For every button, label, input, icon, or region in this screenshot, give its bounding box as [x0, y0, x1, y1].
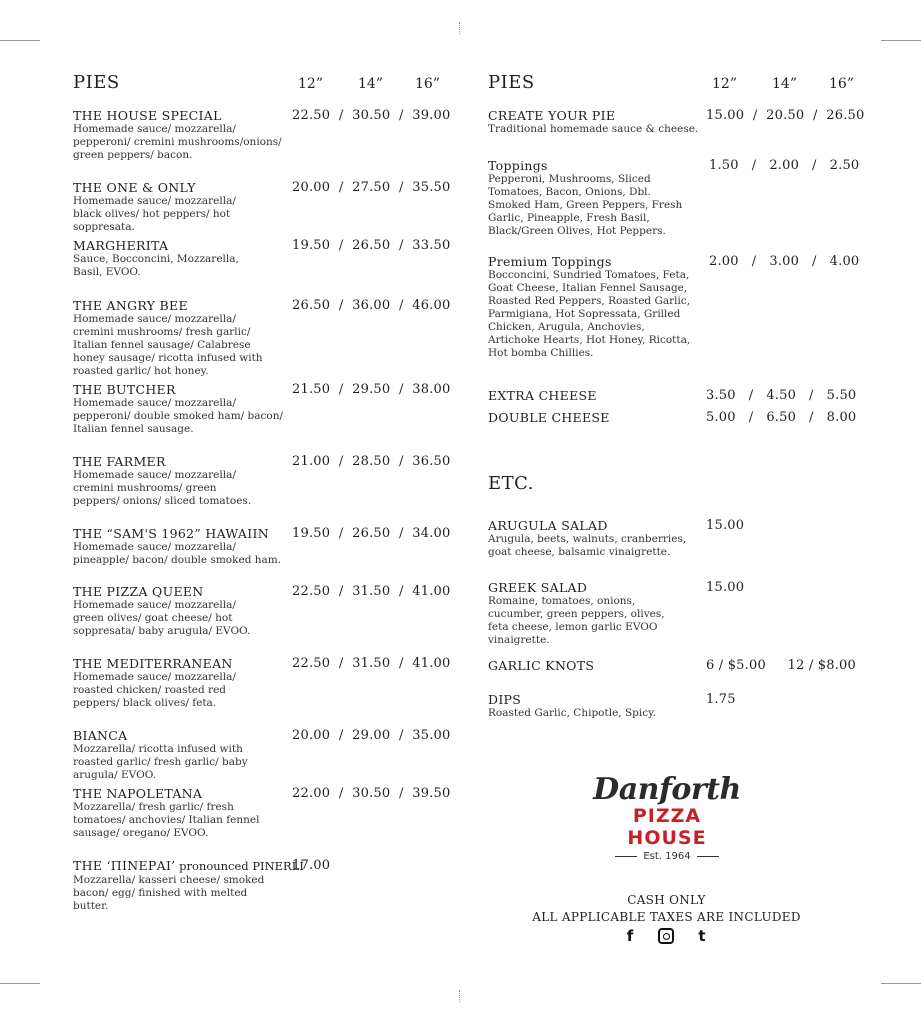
- menu-item: [73, 238, 453, 279]
- menu-item: [73, 858, 453, 913]
- menu-item: [73, 656, 453, 710]
- item-price: 1.75: [706, 692, 736, 707]
- item-desc: Homemade sauce/ mozzarella/ pepperoni/ cremini mushrooms/onions/ green peppers/ bacon.: [73, 123, 282, 161]
- item-desc: Mozzarella/ kasseri cheese/ smoked bacon/ egg/ finished with melted butter.: [73, 874, 265, 912]
- menu-item: [73, 526, 453, 567]
- item-desc: Arugula, beets, walnuts, cranberries, goat cheese, balsamic vinaigrette.: [488, 533, 687, 558]
- right-header: [488, 72, 868, 112]
- item-name: DIPS: [488, 692, 522, 707]
- menu-item: [73, 728, 453, 782]
- size-12: 12”: [298, 76, 323, 92]
- item-price: 20.00 / 29.00 / 35.00: [292, 728, 451, 743]
- item-price: 22.50 / 31.50 / 41.00: [292, 656, 451, 671]
- fold-mark-top: [459, 22, 462, 34]
- size-16: 16”: [829, 76, 854, 92]
- item-price: 22.00 / 30.50 / 39.50: [292, 786, 451, 801]
- item-price: 1.50 / 2.00 / 2.50: [709, 158, 860, 173]
- item-price: 15.00: [706, 580, 745, 595]
- item-price: 20.00 / 27.50 / 35.50: [292, 180, 451, 195]
- menu-item: [73, 382, 453, 436]
- item-price: 22.50 / 30.50 / 39.00: [292, 108, 451, 123]
- item-desc: Bocconcini, Sundried Tomatoes, Feta, Goat Cheese, Italian Fennel Sausage, Roasted Red Peppers, Roasted Garlic, Parmigiana, Hot Sopressata, Grilled Chicken, Arugula, Anchovies, Artichoke Hearts, Hot Honey, Ricotta, Hot bomba Chillies.: [488, 269, 691, 359]
- menu-item: [488, 580, 868, 647]
- item-name: DOUBLE CHEESE: [488, 410, 610, 425]
- left-menu-column: [73, 72, 453, 912]
- menu-item: [73, 454, 453, 508]
- item-name-text: THE ‘ΠΙΝΕΡΑΙ’: [73, 858, 176, 873]
- item-name: Toppings: [488, 158, 548, 173]
- item-desc: Mozzarella/ fresh garlic/ fresh tomatoes/ anchovies/ Italian fennel sausage/ oregano/ EVOO.: [73, 801, 260, 839]
- item-name: THE HOUSE SPECIAL: [73, 108, 222, 123]
- cash-only-text: CASH ONLY: [627, 893, 706, 907]
- item-desc: Sauce, Bocconcini, Mozzarella, Basil, EVOO.: [73, 253, 239, 278]
- crop-mark-top-right: [881, 0, 921, 41]
- etc-section-title: ETC.: [488, 473, 534, 494]
- logo-rule-right: [697, 856, 719, 857]
- item-name: THE MEDITERRANEAN: [73, 656, 233, 671]
- item-name: THE PIZZA QUEEN: [73, 584, 204, 599]
- item-name: GREEK SALAD: [488, 580, 588, 595]
- logo-est-text: Est. 1964: [643, 851, 691, 862]
- size-12: 12”: [712, 76, 737, 92]
- menu-item: [488, 388, 868, 403]
- item-desc: Traditional homemade sauce & cheese.: [488, 123, 699, 135]
- item-price: 15.00 / 20.50 / 26.50: [706, 108, 865, 123]
- item-desc: Mozzarella/ ricotta infused with roasted garlic/ fresh garlic/ baby arugula/ EVOO.: [73, 743, 248, 781]
- menu-item: [73, 584, 453, 638]
- fold-mark-bottom: [459, 990, 462, 1002]
- menu-item: [73, 180, 453, 234]
- item-desc: Homemade sauce/ mozzarella/ roasted chicken/ roasted red peppers/ black olives/ feta.: [73, 671, 236, 709]
- item-desc: Homemade sauce/ mozzarella/ pepperoni/ double smoked ham/ bacon/ Italian fennel sausage.: [73, 397, 284, 435]
- item-name: THE NAPOLETANA: [73, 786, 203, 801]
- item-price: 3.50 / 4.50 / 5.50: [706, 388, 857, 403]
- item-name: MARGHERITA: [73, 238, 169, 253]
- item-price: 19.50 / 26.50 / 34.00: [292, 526, 451, 541]
- item-name: GARLIC KNOTS: [488, 658, 595, 673]
- item-price: 26.50 / 36.00 / 46.00: [292, 298, 451, 313]
- twitter-icon[interactable]: t: [698, 927, 706, 945]
- item-desc: Homemade sauce/ mozzarella/ cremini mushrooms/ green peppers/ onions/ sliced tomatoes.: [73, 469, 252, 507]
- item-price: 22.50 / 31.50 / 41.00: [292, 584, 451, 599]
- item-name: Premium Toppings: [488, 254, 612, 269]
- item-name: THE “SAM'S 1962” HAWAIIN: [73, 526, 269, 541]
- item-desc: Homemade sauce/ mozzarella/ cremini mushrooms/ fresh garlic/ Italian fennel sausage/ Calabrese honey sausage/ ricotta infused with roasted garlic/ hot honey.: [73, 313, 263, 377]
- item-name: THE FARMER: [73, 454, 166, 469]
- facebook-icon[interactable]: f: [626, 927, 634, 945]
- item-name: ARUGULA SALAD: [488, 518, 608, 533]
- item-desc: Pepperoni, Mushrooms, Sliced Tomatoes, Bacon, Onions, Dbl. Smoked Ham, Green Peppers, Fresh Garlic, Pineapple, Fresh Basil, Black/Green Olives, Hot Peppers.: [488, 173, 683, 237]
- logo-script-text: Danforth: [593, 772, 741, 807]
- item-name: BIANCA: [73, 728, 128, 743]
- item-desc: Romaine, tomatoes, onions, cucumber, green peppers, olives, feta cheese, lemon garlic EVOO vinaigrette.: [488, 595, 665, 646]
- logo-rule-left: [615, 856, 637, 857]
- menu-item: [488, 410, 868, 425]
- menu-item: [488, 254, 868, 360]
- brand-logo: [592, 772, 742, 862]
- item-price: 5.00 / 6.50 / 8.00: [706, 410, 857, 425]
- menu-item: [488, 108, 868, 136]
- item-desc: Roasted Garlic, Chipotle, Spicy.: [488, 707, 656, 719]
- item-desc: Homemade sauce/ mozzarella/ green olives/ goat cheese/ hot soppresata/ baby arugula/ EVOO.: [73, 599, 251, 637]
- item-price: 17.00: [292, 858, 331, 873]
- item-name: CREATE YOUR PIE: [488, 108, 616, 123]
- right-section-title: PIES: [488, 72, 535, 93]
- item-name: THE BUTCHER: [73, 382, 176, 397]
- social-links: [622, 928, 710, 944]
- item-price: 15.00: [706, 518, 745, 533]
- item-name-note: pronounced PINERLI: [175, 859, 304, 873]
- left-section-title: PIES: [73, 72, 120, 93]
- item-name: EXTRA CHEESE: [488, 388, 597, 403]
- item-price: 6 / $5.00 12 / $8.00: [706, 658, 856, 673]
- item-name: THE ANGRY BEE: [73, 298, 188, 313]
- taxes-text: ALL APPLICABLE TAXES ARE INCLUDED: [532, 910, 801, 924]
- item-price: 21.00 / 28.50 / 36.50: [292, 454, 451, 469]
- menu-item: [488, 692, 868, 720]
- left-header: [73, 72, 453, 112]
- logo-est: [592, 851, 742, 862]
- menu-item: [488, 158, 868, 238]
- instagram-icon[interactable]: [658, 928, 674, 944]
- menu-item: [73, 108, 453, 162]
- item-name: [73, 858, 453, 874]
- menu-item: [73, 298, 453, 378]
- crop-mark-bottom-right: [881, 983, 921, 1024]
- logo-subtitle: PIZZA HOUSE: [627, 805, 707, 849]
- item-price: 2.00 / 3.00 / 4.00: [709, 254, 860, 269]
- item-desc: Homemade sauce/ mozzarella/ black olives/ hot peppers/ hot soppresata.: [73, 195, 236, 233]
- crop-mark-bottom-left: [0, 983, 40, 1024]
- item-price: 19.50 / 26.50 / 33.50: [292, 238, 451, 253]
- menu-item: [488, 658, 868, 673]
- footer-note: [500, 892, 833, 926]
- right-menu-column: [488, 72, 868, 719]
- item-desc: Homemade sauce/ mozzarella/ pineapple/ bacon/ double smoked ham.: [73, 541, 282, 566]
- item-name: THE ONE & ONLY: [73, 180, 196, 195]
- item-price: 21.50 / 29.50 / 38.00: [292, 382, 451, 397]
- size-16: 16”: [415, 76, 440, 92]
- crop-mark-top-left: [0, 0, 40, 41]
- menu-item: [73, 786, 453, 840]
- size-14: 14”: [358, 76, 383, 92]
- size-14: 14”: [772, 76, 797, 92]
- menu-item: [488, 518, 868, 559]
